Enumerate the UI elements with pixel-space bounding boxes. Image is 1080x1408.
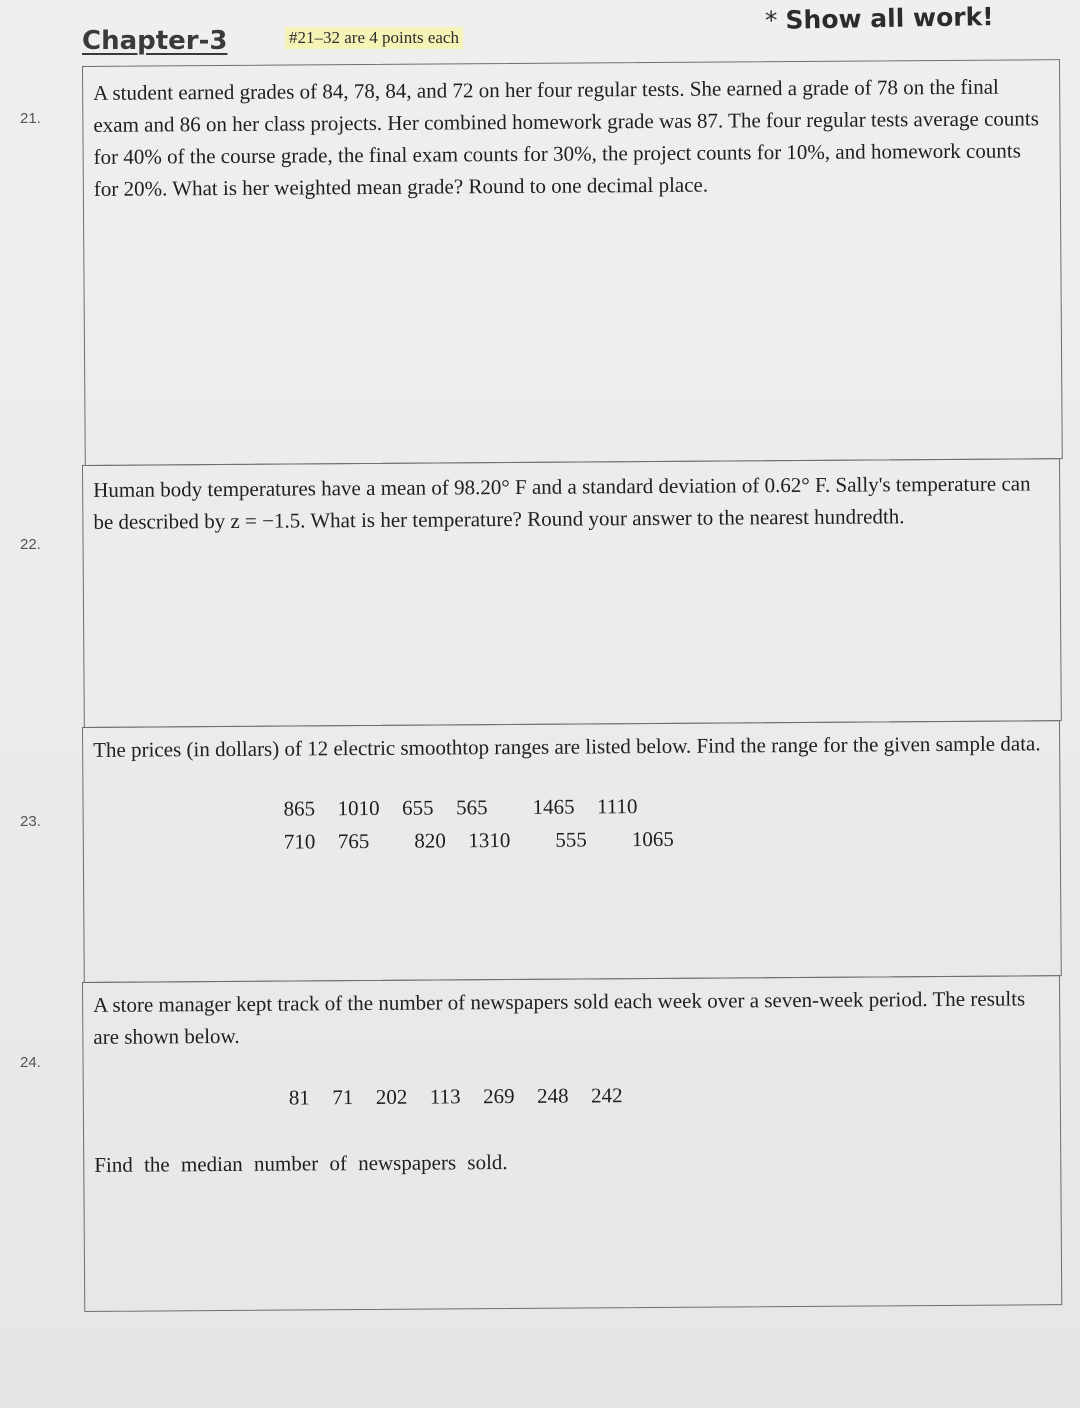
newspaper-data-row: 81 71 202 113 269 248 242 — [288, 1083, 623, 1110]
question-box-24[interactable] — [82, 975, 1062, 1312]
question-followup-24: Find the median number of newspapers sold. — [94, 1150, 508, 1177]
question-text-23: The prices (in dollars) of 12 electric smoothtop ranges are listed below. Find the range for the given sample data. — [93, 731, 1041, 762]
price-data-row-1: 865 1010 655 565 1465 1110 — [283, 794, 638, 821]
question-number-24: 24. — [20, 1054, 41, 1071]
question-box-22[interactable] — [82, 458, 1062, 728]
question-box-21[interactable] — [82, 59, 1063, 466]
show-work-note — [765, 2, 994, 35]
question-text-24: A store manager kept track of the number of newspapers sold each week over a seven-week period. The results are shown below. — [93, 986, 1026, 1049]
question-text-21: A student earned grades of 84, 78, 84, and 72 on her four regular tests. She earned a grade of 78 on the final exam and 86 on her class projects. Her combined homework grade was 87. The four regular tests average counts for 40% of the course grade, the final exam counts for 30%, the project counts for 10%, and homework counts for 20%. What is her weighted mean grade? Round to one decimal place. — [93, 74, 1039, 201]
show-work-text: Show all work! — [785, 2, 994, 35]
asterisk-icon: * — [764, 5, 778, 35]
points-note: #21–32 are 4 points each — [285, 27, 463, 49]
question-number-21: 21. — [20, 110, 41, 127]
chapter-title: Chapter-3 — [82, 26, 228, 56]
price-data-row-2: 710 765 820 1310 555 1065 — [283, 826, 674, 854]
question-number-22: 22. — [20, 536, 41, 553]
question-box-23[interactable] — [82, 720, 1062, 983]
question-text-22: Human body temperatures have a mean of 98.20° F and a standard deviation of 0.62° F. Sally's temperature can be described by z = −1.5. What is her temperature? Round your answer to the nearest hundredth. — [93, 471, 1031, 534]
question-number-23: 23. — [20, 813, 41, 830]
